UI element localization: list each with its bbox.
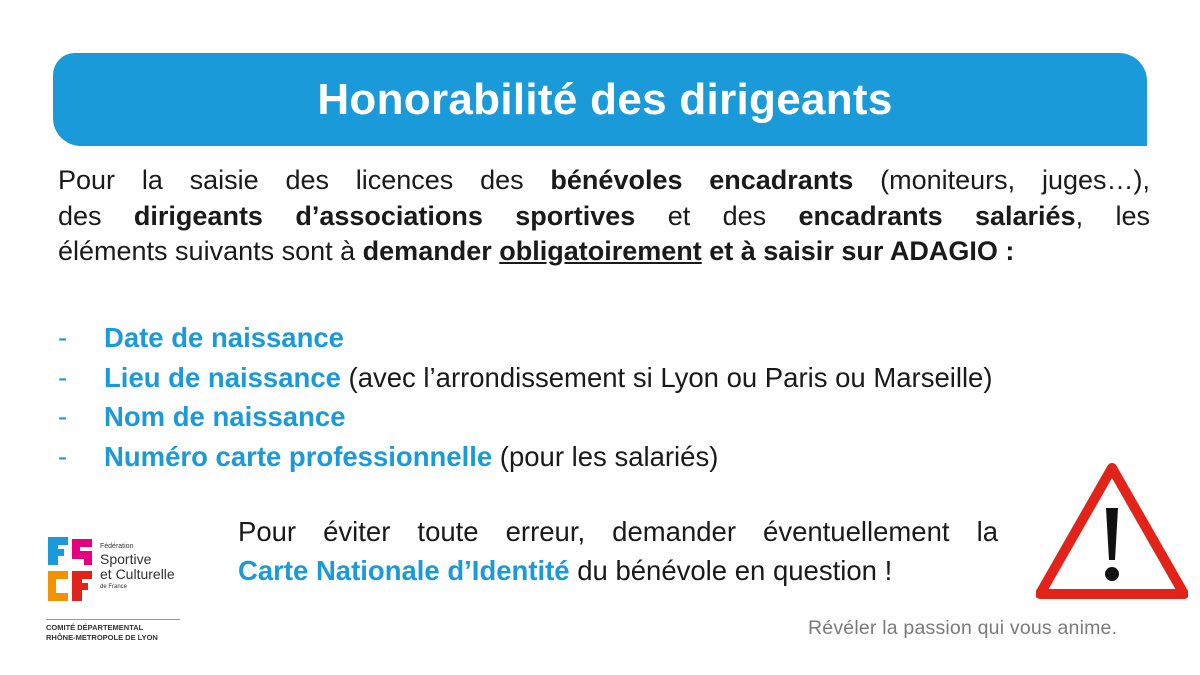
logo-name-line-1: Sportive: [100, 551, 152, 567]
bullet-dash: -: [58, 440, 68, 472]
logo-comite: [46, 623, 158, 643]
list-item: [58, 397, 993, 437]
intro-text: Pour la saisie des licences des: [58, 165, 551, 195]
bullet-dash: -: [58, 401, 68, 432]
list-item-detail: (pour les salariés): [492, 440, 719, 472]
tagline: Révéler la passion qui vous anime.: [808, 617, 1118, 639]
intro-paragraph: [58, 163, 1150, 270]
intro-underlined: obligatoirement: [499, 236, 702, 266]
logo-comite-line-1: COMITÉ DÉPARTEMENTAL: [46, 623, 144, 632]
fscf-mark-icon: [46, 535, 98, 613]
intro-emphasis: et à saisir sur ADAGIO :: [701, 236, 1015, 266]
title-banner: [53, 53, 1147, 146]
intro-text: , les: [1075, 200, 1150, 231]
advice-note: [238, 512, 1008, 590]
list-item-label: Nom de naissance: [104, 401, 346, 432]
logo-federation: Fédération: [100, 543, 134, 550]
list-item-label: Lieu de naissance: [104, 361, 341, 393]
list-item-label: Date de naissance: [104, 322, 344, 353]
list-item-detail: (avec l’arrondissement si Lyon ou Paris ou Marseille): [340, 361, 993, 393]
intro-emphasis: bénévoles encadrants: [550, 165, 854, 195]
intro-emphasis: encadrants salariés: [798, 200, 1076, 231]
logo-divider: [46, 619, 180, 620]
intro-text: (moniteurs, juges…),: [853, 165, 1150, 195]
intro-text: des: [58, 200, 134, 231]
intro-emphasis: demander: [362, 236, 500, 266]
advice-line-1: Pour éviter toute erreur, demander éventuellement la: [238, 516, 998, 547]
list-item: [58, 437, 993, 477]
warning-icon: [1036, 462, 1188, 600]
intro-line-3: [58, 234, 1150, 270]
advice-text: du bénévole en question !: [569, 555, 893, 586]
intro-line-2: [58, 199, 1150, 235]
list-item-label: Numéro carte professionnelle: [104, 440, 493, 472]
advice-emphasis: Carte Nationale d’Identité: [238, 555, 570, 586]
intro-text: éléments suivants sont à: [58, 236, 363, 266]
fscf-logo: [46, 535, 186, 645]
intro-line-1: [58, 163, 1150, 199]
required-fields-list: [58, 318, 993, 476]
logo-name-line-2: et Culturelle: [100, 566, 175, 582]
bullet-dash: -: [58, 322, 68, 353]
list-item: [58, 318, 993, 358]
logo-country: de France: [100, 584, 128, 590]
intro-emphasis: dirigeants d’associations sportives: [133, 200, 636, 231]
bullet-dash: -: [58, 361, 68, 393]
intro-text: et des: [635, 200, 799, 231]
advice-line-2: [238, 551, 1008, 590]
list-item: [58, 358, 993, 398]
logo-name: [100, 552, 175, 582]
logo-comite-line-2: RHÔNE-METROPOLE DE LYON: [46, 633, 158, 642]
page-title: Honorabilité des dirigeants: [317, 74, 893, 124]
